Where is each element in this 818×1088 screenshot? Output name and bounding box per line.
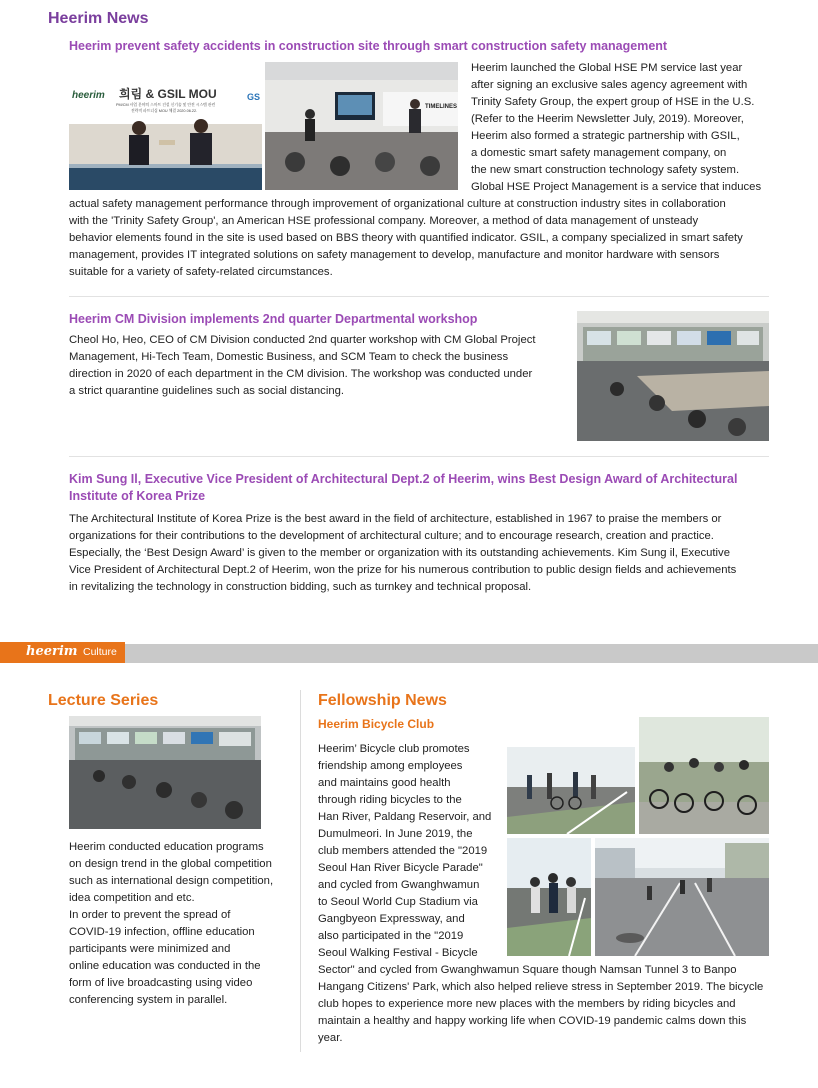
workshop-photo bbox=[577, 311, 769, 441]
divider-1 bbox=[69, 296, 769, 297]
mou-headline: 희림 & GSIL MOU bbox=[119, 87, 217, 101]
text-line: maintain a healthy and happy working life when COVID-19 pandemic calms down this bbox=[318, 1015, 747, 1027]
article-3-title bbox=[69, 471, 789, 505]
title-line: Kim Sung Il, Executive Vice President of Architectural Dept.2 of Heerim, wins Best Design Award of Architectural bbox=[69, 472, 738, 486]
text-line: on design trend in the global competition bbox=[69, 858, 272, 870]
text-line: Dumulmeori. In June 2019, the bbox=[318, 828, 473, 840]
text-line: idea competition and etc. bbox=[69, 892, 195, 904]
text-line: management, provides IT integrated solutions on safety management to develop, manufacture and monitor hardware with sensors bbox=[69, 249, 720, 261]
text-line: the new smart construction technology safety system. bbox=[471, 164, 740, 176]
text-line: suitable for a variety of safety-related circumstances. bbox=[69, 266, 333, 278]
text-line: friendship among employees bbox=[318, 760, 463, 772]
text-line: behavior elements found in the site is used based on BBS theory with quantified indicator. GSIL, a company specialized in smart safety bbox=[69, 232, 743, 244]
text-line: a strict quarantine guidelines such as social distancing. bbox=[69, 385, 345, 397]
text-line: form of live broadcasting using video bbox=[69, 977, 253, 989]
lecture-title: Lecture Series bbox=[48, 692, 159, 709]
mou-caption-1: PM/CM 사업 분야의 스마트 건설 신기술 및 안전 시스템 관련 bbox=[116, 103, 216, 107]
mou-caption-2: 전략적 파트너십 MOU 체결 2020.06.22. bbox=[131, 109, 198, 113]
text-line: Especially, the ‘Best Design Award’ is given to the member or organization with its outstanding achievements. Kim Sung il, Executive bbox=[69, 547, 730, 559]
text-line: and cycled from Gwanghwamun bbox=[318, 879, 480, 891]
screen-caption: TIMELINES bbox=[425, 104, 458, 110]
text-line: conferencing system in parallel. bbox=[69, 994, 228, 1006]
culture-brand: heerim bbox=[26, 644, 78, 659]
culture-tab bbox=[0, 642, 125, 663]
text-line: actual safety management performance through improvement of organizational culture at construction industry sites in collaboration bbox=[69, 198, 726, 210]
text-line: The Architectural Institute of Korea Prize is the best award in the field of architecture, established in 1967 to praise the members or bbox=[69, 513, 722, 525]
text-line: in revitalizing the technology in construction bidding, such as turnkey and technical proposal. bbox=[69, 581, 532, 593]
text-line: (Refer to the Heerim Newsletter July, 2019). Moreover, bbox=[471, 113, 744, 125]
text-line: such as international design competition, bbox=[69, 875, 274, 887]
text-line: organizations for their contributions to the development of architectural culture; and to encourage research, creation and practice. bbox=[69, 530, 714, 542]
text-line: online education was conducted in the bbox=[69, 960, 261, 972]
text-line: Vice President of Architectural Dept.2 of Heerim, won the prize for his numerous contribution to public design fields and achievements bbox=[69, 564, 737, 576]
column-divider bbox=[300, 690, 301, 1052]
text-line: a domestic smart safety management company, on bbox=[471, 147, 727, 159]
text-line: direction in 2020 of each department in the CM division. The workshop was conducted under bbox=[69, 368, 533, 380]
article-1-title: Heerim prevent safety accidents in construction site through smart construction safety management bbox=[69, 39, 668, 53]
text-line: year. bbox=[318, 1032, 343, 1044]
text-line: Seoul Han River Bicycle Parade" bbox=[318, 862, 483, 874]
culture-label: Culture bbox=[83, 646, 117, 658]
text-line: Cheol Ho, Heo, CEO of CM Division conducted 2nd quarter workshop with CM Global Project bbox=[69, 334, 536, 346]
article-3-body bbox=[69, 511, 789, 596]
text-line: Seoul Walking Festival - Bicycle bbox=[318, 947, 478, 959]
text-line: COVID-19 infection, offline education bbox=[69, 926, 255, 938]
text-line: club members attended the "2019 bbox=[318, 845, 488, 857]
text-line: Global HSE Project Management is a service that induces bbox=[471, 181, 762, 193]
text-line: Heerim also formed a strategic partnership with GSIL, bbox=[471, 130, 740, 142]
text-line: with the 'Trinity Safety Group', an American HSE professional company. Moreover, a method of data management of unsteady bbox=[69, 215, 699, 227]
text-line: Gangbyeon Expressway, and bbox=[318, 913, 465, 925]
text-line: also participated in the "2019 bbox=[318, 930, 464, 942]
lecture-body bbox=[69, 839, 299, 1009]
text-line: after signing an exclusive sales agency agreement with bbox=[471, 79, 748, 91]
text-line: Trinity Safety Group, the expert group of HSE in the U.S. bbox=[471, 96, 755, 108]
section-title-news: Heerim News bbox=[48, 10, 149, 27]
text-line: and maintains good health bbox=[318, 777, 451, 789]
lecture-photo bbox=[69, 716, 261, 829]
text-line: Han River, Paldang Reservoir, and bbox=[318, 811, 492, 823]
mou-logo-left: heerim bbox=[72, 90, 105, 101]
fellowship-body bbox=[318, 741, 778, 1047]
mou-logo-right: GS bbox=[247, 92, 261, 102]
divider-2 bbox=[69, 456, 769, 457]
article-2-body bbox=[69, 332, 569, 400]
text-line: Management, Hi-Tech Team, Domestic Business, and SCM Team to check the business bbox=[69, 351, 509, 363]
text-line: Sector" and cycled from Gwanghwamun Square though Namsan Tunnel 3 to Banpo bbox=[318, 964, 737, 976]
text-line: participants were minimized and bbox=[69, 943, 231, 955]
text-line: Heerim conducted education programs bbox=[69, 841, 264, 853]
text-line: Heerim’ Bicycle club promotes bbox=[318, 743, 470, 755]
text-line: Heerim launched the Global HSE PM service last year bbox=[471, 62, 743, 74]
article-2-title: Heerim CM Division implements 2nd quarter Departmental workshop bbox=[69, 312, 478, 326]
text-line: through riding bicycles to the bbox=[318, 794, 462, 806]
text-line: In order to prevent the spread of bbox=[69, 909, 231, 921]
article-1-body bbox=[0, 60, 818, 290]
text-line: Hangang Citizens' Park, which also helped relieve stress in September 2019. The bicycle bbox=[318, 981, 764, 993]
fellowship-subtitle: Heerim Bicycle Club bbox=[318, 717, 435, 731]
text-line: to Seoul World Cup Stadium via bbox=[318, 896, 478, 908]
title-line: Institute of Korea Prize bbox=[69, 489, 206, 503]
fellowship-title: Fellowship News bbox=[318, 692, 447, 709]
text-line: club hopes to experience more new places with the members by riding bicycles and bbox=[318, 998, 736, 1010]
